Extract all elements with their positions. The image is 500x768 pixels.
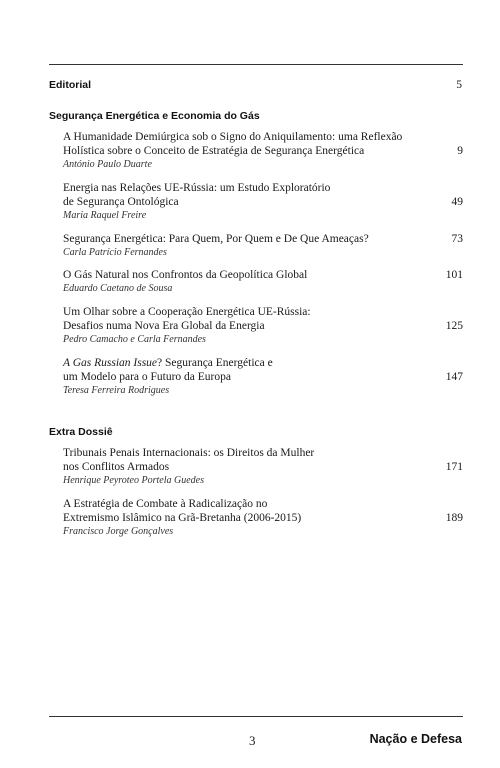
entry-title: A Estratégia de Combate à Radicalização no Extremismo Islâmico na Grã-Bretanha (2006-2015) <box>63 498 302 524</box>
entry-title: A Gas Russian Issue? Segurança Energética e um Modelo para o Futuro da Europa <box>63 357 273 383</box>
entry-author: Maria Raquel Freire <box>63 210 147 221</box>
editorial-heading: Editorial <box>49 79 92 91</box>
entry-author: Pedro Camacho e Carla Fernandes <box>63 334 206 345</box>
entry-page-number: 73 <box>451 233 463 245</box>
toc-entry[interactable] <box>63 497 463 538</box>
top-rule <box>49 64 463 65</box>
entry-author: Eduardo Caetano de Sousa <box>63 283 173 294</box>
entry-title: O Gás Natural nos Confrontos da Geopolítica Global <box>63 269 308 281</box>
entry-page-number: 101 <box>445 269 463 281</box>
entry-page-number: 125 <box>445 320 463 332</box>
entry-title: Tribunais Penais Internacionais: os Direitos da Mulher nos Conflitos Armados <box>63 447 315 473</box>
entry-author: António Paulo Duarte <box>63 159 152 170</box>
footer-journal-name: Nação e Defesa <box>369 732 462 746</box>
entry-page-number: 9 <box>457 145 463 157</box>
entry-title: Segurança Energética: Para Quem, Por Quem e De Que Ameaças? <box>63 233 369 245</box>
entry-author: Henrique Peyroteo Portela Guedes <box>63 475 204 486</box>
entry-author: Carla Patrício Fernandes <box>63 247 167 258</box>
entry-page-number: 189 <box>445 512 463 524</box>
toc-entry[interactable] <box>63 268 463 295</box>
bottom-rule <box>49 716 463 717</box>
toc-entry[interactable] <box>63 130 463 171</box>
entry-page-number: 49 <box>451 196 463 208</box>
entry-title: Energia nas Relações UE-Rússia: um Estudo Exploratório de Segurança Ontológica <box>63 182 331 208</box>
entry-title: Um Olhar sobre a Cooperação Energética UE-Rússia: Desafios numa Nova Era Global da Energia <box>63 306 311 332</box>
toc-entry[interactable] <box>63 356 463 397</box>
section-heading-extra-dossier: Extra Dossiê <box>49 426 113 438</box>
entry-author: Teresa Ferreira Rodrigues <box>63 385 170 396</box>
toc-entry[interactable] <box>63 232 463 259</box>
toc-entry[interactable] <box>63 181 463 222</box>
entry-title: A Humanidade Demiúrgica sob o Signo do Aniquilamento: uma Reflexão Holística sobre o Conceito de Estratégia de Segurança Energética <box>63 131 403 157</box>
section-heading-energy-security: Segurança Energética e Economia do Gás <box>49 110 260 122</box>
editorial-page-number: 5 <box>456 79 462 91</box>
toc-entry[interactable] <box>63 446 463 487</box>
entry-page-number: 171 <box>445 461 463 473</box>
entry-page-number: 147 <box>445 371 463 383</box>
footer-page-number: 3 <box>249 733 256 748</box>
toc-entry[interactable] <box>63 305 463 346</box>
entry-author: Francisco Jorge Gonçalves <box>63 526 174 537</box>
